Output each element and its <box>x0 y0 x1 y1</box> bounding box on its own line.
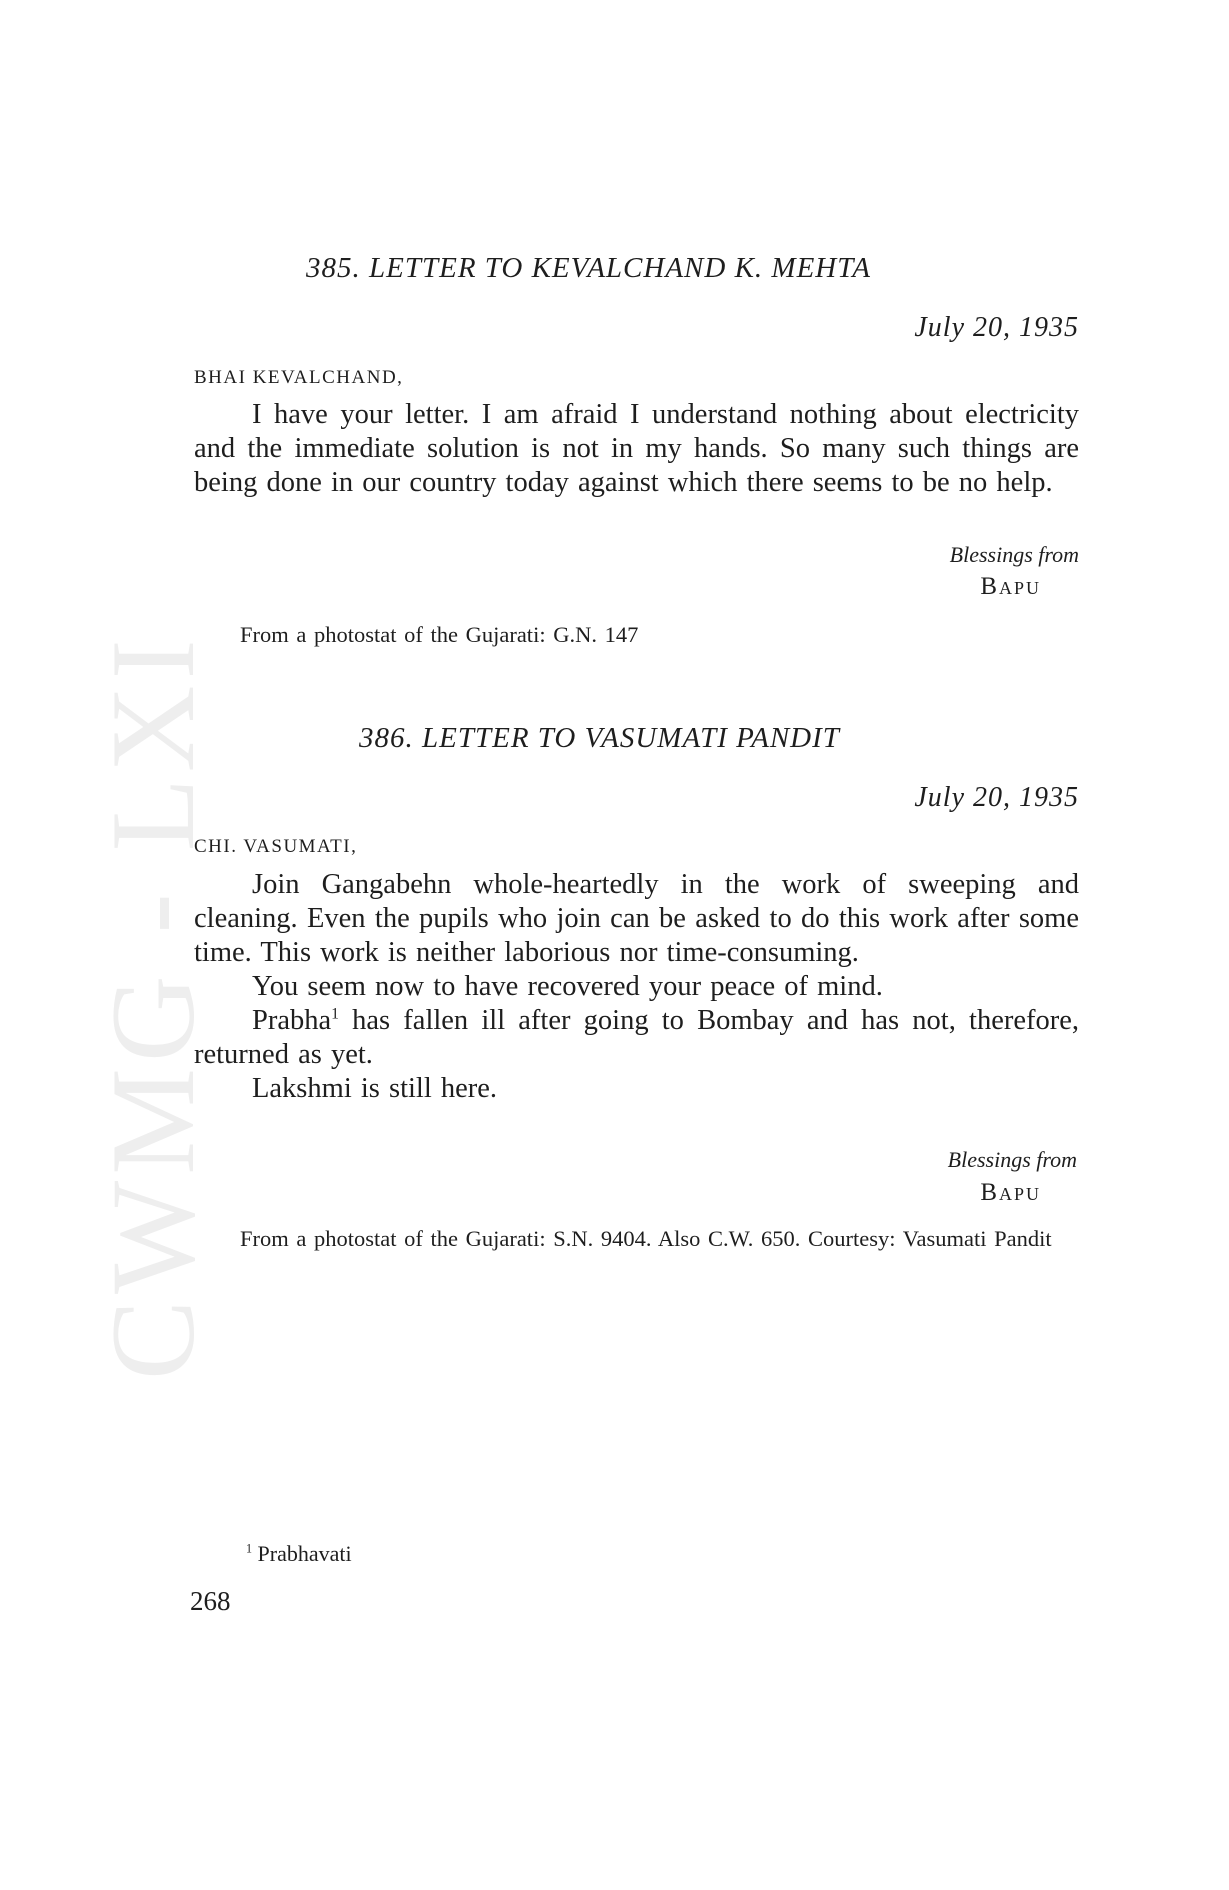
blessing-line: Blessings from <box>949 542 1079 567</box>
body-paragraph: You seem now to have recovered your peace of mind. <box>252 971 883 1002</box>
letter-salutation: CHI. VASUMATI, <box>194 836 358 857</box>
footnote-text: Prabhavati <box>257 1541 352 1566</box>
page-number: 268 <box>190 1586 231 1616</box>
body-paragraph: Lakshmi is still here. <box>252 1073 498 1104</box>
letter-body <box>194 868 1079 1106</box>
body-paragraph <box>194 1004 1079 1072</box>
signature: Bapu <box>980 573 1041 600</box>
watermark: CWMG - LXI <box>86 633 219 1380</box>
letter-salutation: BHAI KEVALCHAND, <box>194 367 404 388</box>
letter-date: July 20, 1935 <box>914 782 1079 813</box>
footnote <box>246 1541 352 1567</box>
body-paragraph: I have your letter. I am afraid I understand nothing about electricity and the immediate solution is not in my hands. So many such things are being done in our country today against which there seems to be no help. <box>194 399 1079 498</box>
letter-date: July 20, 1935 <box>914 312 1079 343</box>
signature: Bapu <box>980 1179 1041 1206</box>
source-note <box>194 1222 1079 1256</box>
letter-heading: 385. LETTER TO KEVALCHAND K. MEHTA <box>306 252 871 284</box>
source-text: From a photostat of the Gujarati: G.N. 147 <box>240 622 639 647</box>
prabha-name: Prabha <box>252 1005 332 1036</box>
letter-body <box>194 398 1079 500</box>
body-paragraph: Join Gangabehn whole-heartedly in the work of sweeping and cleaning. Even the pupils who join can be asked to do this work after some time. This work is neither laborious nor time-consuming. <box>194 869 1079 968</box>
footnote-mark: 1 <box>246 1541 253 1556</box>
source-text: From a photostat of the Gujarati: S.N. 9404. Also C.W. 650. Courtesy: Vasumati Pandit <box>240 1226 1052 1251</box>
blessing-line: Blessings from <box>947 1147 1077 1172</box>
footnote-reference: 1 <box>331 1005 339 1023</box>
source-note <box>194 618 1079 652</box>
prabha-rest: has fallen ill after going to Bombay and has not, therefore, returned as yet. <box>194 1005 1079 1070</box>
letter-heading: 386. LETTER TO VASUMATI PANDIT <box>359 722 840 754</box>
